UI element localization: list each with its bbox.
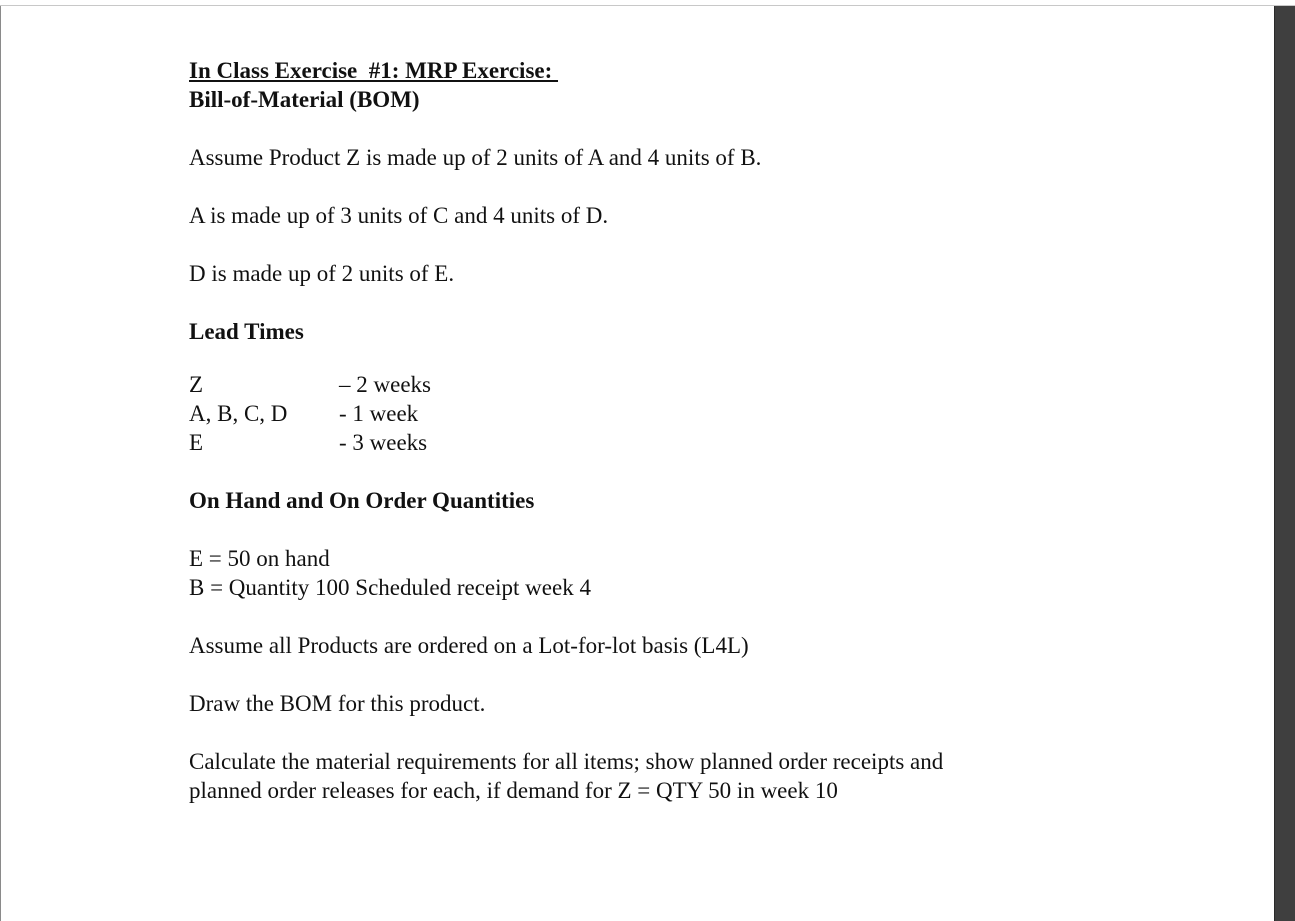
bom-line-3: D is made up of 2 units of E.	[189, 261, 455, 286]
lead-time-row	[189, 399, 1189, 428]
task-calc-line-2: planned order releases for each, if demand for Z = QTY 50 in week 10	[189, 778, 838, 803]
vertical-scrollbar[interactable]	[1274, 6, 1295, 921]
lead-times-heading: Lead Times	[189, 319, 304, 344]
quantity-line-2: B = Quantity 100 Scheduled receipt week 4	[189, 575, 591, 600]
lead-time-value: - 1 week	[339, 401, 419, 426]
task-calc-paragraph	[189, 747, 1189, 805]
task-calc-line-1: Calculate the material requirements for all items; show planned order receipts and	[189, 749, 944, 774]
page-content	[189, 56, 1189, 805]
quantities-list	[189, 544, 1189, 602]
task-draw-line: Draw the BOM for this product.	[189, 691, 486, 716]
lead-time-row	[189, 370, 1189, 399]
lead-time-value: - 3 weeks	[339, 430, 428, 455]
lead-time-value: – 2 weeks	[339, 372, 431, 397]
bom-line-1: Assume Product Z is made up of 2 units of A and 4 units of B.	[189, 145, 762, 170]
quantity-line-1: E = 50 on hand	[189, 546, 330, 571]
lot-sizing-line: Assume all Products are ordered on a Lot-for-lot basis (L4L)	[189, 633, 749, 658]
document-title: In Class Exercise #1: MRP Exercise:	[189, 58, 559, 83]
quantities-heading: On Hand and On Order Quantities	[189, 488, 535, 513]
lead-time-item: E	[189, 430, 204, 455]
lead-times-table	[189, 370, 1189, 457]
document-subtitle: Bill-of-Material (BOM)	[189, 87, 420, 112]
lead-time-item: Z	[189, 372, 204, 397]
lead-time-row	[189, 428, 1189, 457]
lead-time-item: A, B, C, D	[189, 401, 288, 426]
document-page	[1, 6, 1274, 921]
bom-line-2: A is made up of 3 units of C and 4 units of D.	[189, 203, 609, 228]
